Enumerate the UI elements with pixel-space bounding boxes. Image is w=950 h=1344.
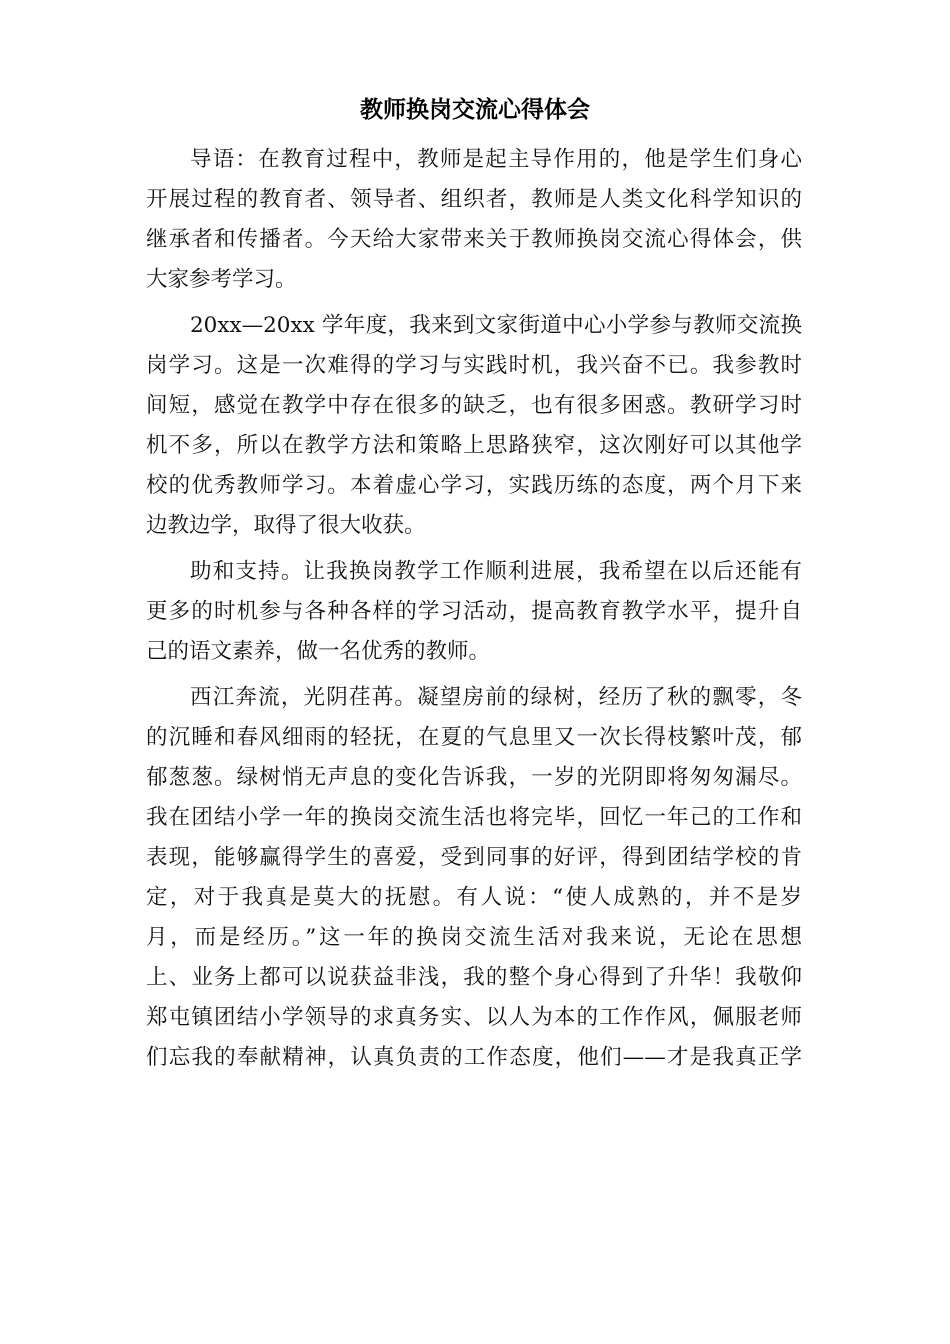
paragraph bbox=[146, 678, 802, 1078]
paragraph-line: 的沉睡和春风细雨的轻抚，在夏的气息里又一次长得枝繁叶茂，郁 bbox=[146, 725, 802, 750]
paragraph-line: 岗学习。这是一次难得的学习与实践时机，我兴奋不已。我参教时 bbox=[146, 353, 802, 378]
paragraph-line: 西江奔流，光阴荏苒。凝望房前的绿树，经历了秋的飘零，冬 bbox=[190, 685, 802, 710]
paragraph-line: 郑屯镇团结小学领导的求真务实、以人为本的工作作风，佩服老师 bbox=[146, 1005, 802, 1030]
paragraph-line: 上、业务上都可以说获益非浅，我的整个身心得到了升华！我敬仰 bbox=[146, 965, 802, 990]
paragraph-line: 导语：在教育过程中，教师是起主导作用的，他是学生们身心 bbox=[190, 147, 802, 172]
paragraph bbox=[146, 306, 802, 546]
paragraph-line: 己的语文素养，做一名优秀的教师。 bbox=[146, 639, 491, 664]
paragraph-line: 郁葱葱。绿树悄无声息的变化告诉我，一岁的光阴即将匆匆漏尽。 bbox=[146, 765, 802, 790]
paragraph-line: 开展过程的教育者、领导者、组织者，教师是人类文化科学知识的 bbox=[146, 187, 802, 212]
paragraph-line: 间短，感觉在教学中存在很多的缺乏，也有很多困惑。教研学习时 bbox=[146, 393, 802, 418]
paragraph-line: 边教边学，取得了很大收获。 bbox=[146, 513, 426, 538]
paragraph-line: 机不多，所以在教学方法和策略上思路狭窄，这次刚好可以其他学 bbox=[146, 433, 802, 458]
paragraph-line: 大家参考学习。 bbox=[146, 267, 297, 292]
document-title: 教师换岗交流心得体会 bbox=[360, 96, 590, 123]
paragraph-line: 继承者和传播者。今天给大家带来关于教师换岗交流心得体会，供 bbox=[146, 227, 802, 252]
paragraph-line: 月，而是经历。”这一年的换岗交流生活对我来说，无论在思想 bbox=[146, 925, 802, 950]
paragraph-line: 我在团结小学一年的换岗交流生活也将完毕，回忆一年己的工作和 bbox=[146, 805, 802, 830]
paragraph-line: 定，对于我真是莫大的抚慰。有人说：“使人成熟的，并不是岁 bbox=[146, 885, 802, 910]
paragraph-line: 表现，能够赢得学生的喜爱，受到同事的好评，得到团结学校的肯 bbox=[146, 845, 802, 870]
paragraph-line: 助和支持。让我换岗教学工作顺利进展，我希望在以后还能有 bbox=[190, 559, 802, 584]
paragraph-line: 更多的时机参与各种各样的学习活动，提高教育教学水平，提升自 bbox=[146, 599, 802, 624]
paragraph-line: 校的优秀教师学习。本着虚心学习，实践历练的态度，两个月下来 bbox=[146, 473, 802, 498]
paragraph bbox=[146, 552, 802, 672]
paragraph-line: 20xx—20xx 学年度，我来到文家街道中心小学参与教师交流换 bbox=[190, 313, 802, 338]
document-body bbox=[146, 140, 802, 1084]
paragraph-line: 们忘我的奉献精神，认真负责的工作态度，他们——才是我真正学 bbox=[146, 1045, 802, 1070]
paragraph bbox=[146, 140, 802, 300]
